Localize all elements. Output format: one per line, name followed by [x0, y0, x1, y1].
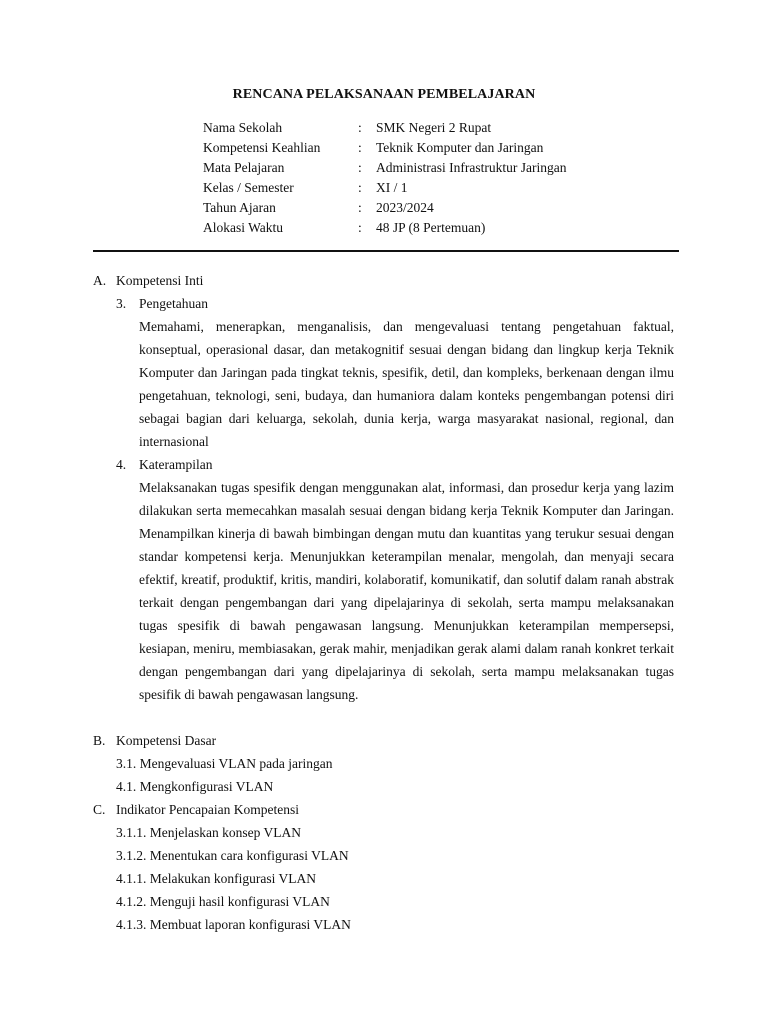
- info-value: Teknik Komputer dan Jaringan: [376, 140, 544, 155]
- info-separator: :: [358, 140, 362, 155]
- info-row-class: [203, 178, 566, 198]
- info-label: Tahun Ajaran: [203, 200, 276, 215]
- info-table: [203, 118, 566, 238]
- section-letter: B.: [93, 733, 106, 748]
- list-item: 4.1.3. Membuat laporan konfigurasi VLAN: [116, 917, 351, 932]
- skills-paragraph: Melaksanakan tugas spesifik dengan menggunakan alat, informasi, dan prosedur kerja yang lazim dilakukan serta memecahkan masalah sesuai dengan bidang kerja Teknik Komputer dan Jaringan. Menampilkan kinerja di bawah bimbingan dengan mutu dan kuantitas yang terukur sesuai dengan standar kompetensi kerja. Menunjukkan keterampilan menalar, mengolah, dan menyaji secara efektif, kreatif, produktif, kritis, mandiri, kolaboratif, komunikatif, dan solutif dalam ranah abstrak terkait dengan pengembangan dari yang dipelajarinya di sekolah, serta mampu melaksanakan tugas spesifik di bawah pengawasan langsung. Menunjukkan keterampilan mempersepsi, kesiapan, meniru, membiasakan, gerak mahir, menjadikan gerak alami dalam ranah konkret terkait dengan pengembangan dari yang dipelajarinya di sekolah, serta mampu melaksanakan tugas spesifik di bawah pengawasan langsung.: [139, 480, 674, 702]
- subsection-number: 3.: [116, 296, 127, 311]
- subsection-title: Katerampilan: [139, 457, 213, 472]
- info-separator: :: [358, 120, 362, 135]
- section-letter: C.: [93, 802, 106, 817]
- spacer: [93, 706, 674, 729]
- info-value: 48 JP (8 Pertemuan): [376, 220, 486, 235]
- info-label: Kompetensi Keahlian: [203, 140, 321, 155]
- list-item: 4.1.2. Menguji hasil konfigurasi VLAN: [116, 894, 330, 909]
- info-separator: :: [358, 200, 362, 215]
- subsection-skills-heading: [93, 453, 674, 476]
- info-value: XI / 1: [376, 180, 408, 195]
- info-row-expertise: [203, 138, 566, 158]
- subsection-knowledge-heading: [93, 292, 674, 315]
- header-divider: [93, 250, 679, 252]
- section-title: Kompetensi Dasar: [116, 733, 217, 748]
- info-label: Nama Sekolah: [203, 120, 283, 135]
- info-label: Kelas / Semester: [203, 180, 294, 195]
- info-row-subject: [203, 158, 566, 178]
- info-label: Alokasi Waktu: [203, 220, 284, 235]
- list-item: 4.1.1. Melakukan konfigurasi VLAN: [116, 871, 316, 886]
- info-value: 2023/2024: [376, 200, 434, 215]
- document-body: [93, 269, 674, 936]
- info-label: Mata Pelajaran: [203, 160, 285, 175]
- section-title: Indikator Pencapaian Kompetensi: [116, 802, 299, 817]
- list-item: 3.1. Mengevaluasi VLAN pada jaringan: [116, 756, 333, 771]
- section-title: Kompetensi Inti: [116, 273, 204, 288]
- list-item: 4.1. Mengkonfigurasi VLAN: [116, 779, 274, 794]
- info-separator: :: [358, 180, 362, 195]
- subsection-number: 4.: [116, 457, 127, 472]
- subsection-title: Pengetahuan: [139, 296, 208, 311]
- list-item: 3.1.2. Menentukan cara konfigurasi VLAN: [116, 848, 349, 863]
- info-row-school: [203, 118, 566, 138]
- section-b-heading: [93, 729, 674, 752]
- document-title: RENCANA PELAKSANAAN PEMBELAJARAN: [232, 87, 536, 102]
- section-a-heading: [93, 269, 674, 292]
- info-row-time: [203, 218, 566, 238]
- info-separator: :: [358, 220, 362, 235]
- knowledge-paragraph: Memahami, menerapkan, menganalisis, dan mengevaluasi tentang pengetahuan faktual, konseptual, operasional dasar, dan metakognitif sesuai dengan bidang dan lingkup kerja Teknik Komputer dan Jaringan pada tingkat teknis, spesifik, detil, dan kompleks, berkenaan dengan ilmu pengetahuan, teknologi, seni, budaya, dan humaniora dalam konteks pengembangan potensi diri sebagai bagian dari keluarga, sekolah, dunia kerja, warga masyarakat nasional, regional, dan internasional: [139, 319, 674, 449]
- info-row-year: [203, 198, 566, 218]
- info-value: Administrasi Infrastruktur Jaringan: [376, 160, 567, 175]
- section-c-heading: [93, 798, 674, 821]
- info-separator: :: [358, 160, 362, 175]
- section-letter: A.: [93, 273, 107, 288]
- list-item: 3.1.1. Menjelaskan konsep VLAN: [116, 825, 301, 840]
- info-value: SMK Negeri 2 Rupat: [376, 120, 492, 135]
